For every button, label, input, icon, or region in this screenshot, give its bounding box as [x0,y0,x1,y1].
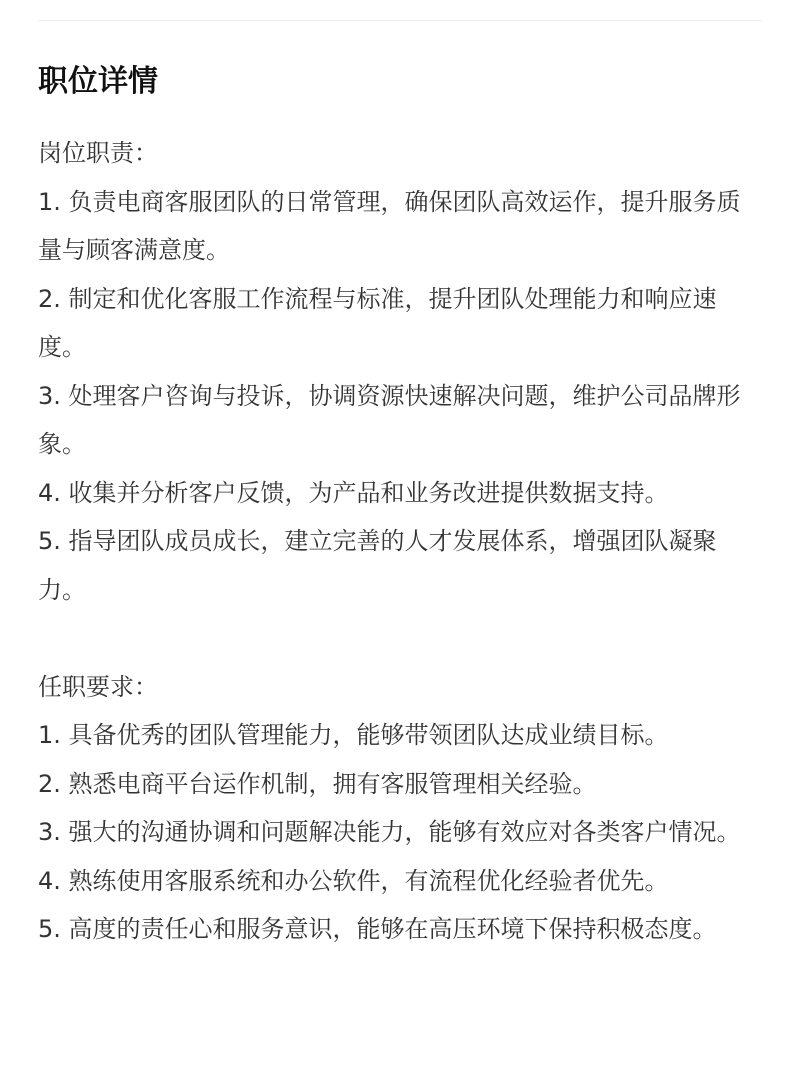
page-title: 职位详情 [38,64,158,99]
responsibility-item: 1. 负责电商客服团队的日常管理，确保团队高效运作，提升服务质量与顾客满意度。 [38,187,741,264]
section-heading-responsibilities: 岗位职责： [38,139,158,167]
requirement-item: 2. 熟悉电商平台运作机制，拥有客服管理相关经验。 [38,769,597,798]
requirement-item: 5. 高度的责任心和服务意识，能够在高压环境下保持积极态度。 [38,915,717,943]
section-heading-requirements: 任职要求： [38,672,158,701]
requirements-section [38,663,764,954]
requirement-item: 1. 具备优秀的团队管理能力，能够带领团队达成业绩目标。 [38,721,669,749]
responsibility-item: 4. 收集并分析客户反馈，为产品和业务改进提供数据支持。 [38,478,669,507]
responsibility-item: 2. 制定和优化客服工作流程与标准，提升团队处理能力和响应速度。 [38,284,717,361]
section-spacer [38,614,764,663]
responsibility-item: 5. 指导团队成员成长，建立完善的人才发展体系，增强团队凝聚力。 [38,527,717,604]
requirement-item: 3. 强大的沟通协调和问题解决能力，能够有效应对各类客户情况。 [38,818,741,846]
responsibility-item: 3. 处理客户咨询与投诉，协调资源快速解决问题，维护公司品牌形象。 [38,381,741,458]
requirement-item: 4. 熟练使用客服系统和办公软件，有流程优化经验者优先。 [38,866,669,895]
top-divider [38,20,762,21]
responsibilities-section [38,129,764,614]
job-description [38,129,764,954]
